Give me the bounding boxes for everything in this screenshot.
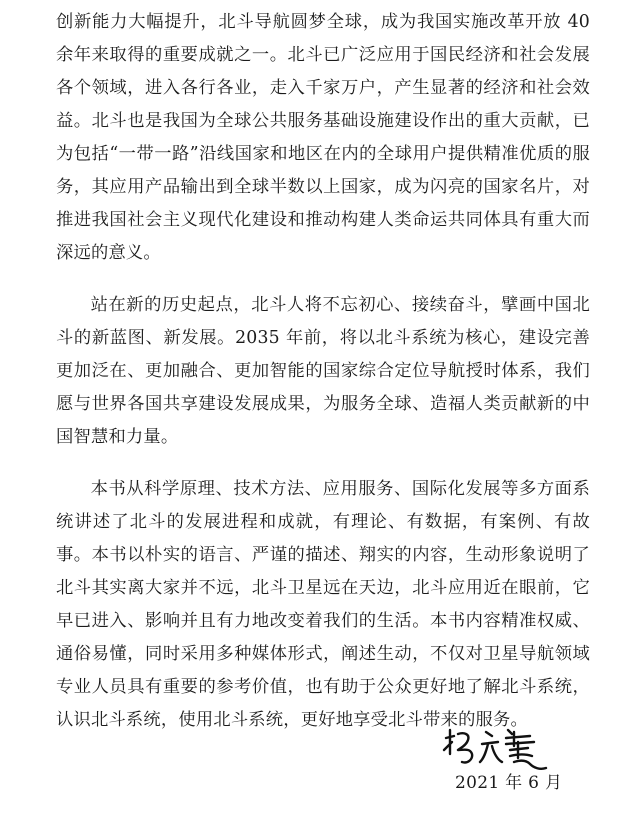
- paragraph-3: 本书从科学原理、技术方法、应用服务、国际化发展等多方面系统讲述了北斗的发展进程和成就，有理论、有数据，有案例、有故事。本书以朴实的语言、严谨的描述、翔实的内容，生动形象说明了北斗其实离大家并不远，北斗卫星远在天边，北斗应用近在眼前，它早已进入、影响并且有力地改变着我们的生活。本书内容精准权威、通俗易懂，同时采用多种媒体形式，阐述生动，不仅对卫星导航领域专业人员具有重要的参考价值，也有助于公众更好地了解北斗系统，认识北斗系统，使用北斗系统，更好地享受北斗带来的服务。: [56, 479, 590, 730]
- signature-icon: [440, 724, 550, 774]
- paragraph-spacer: [56, 454, 590, 473]
- paragraph-spacer: [56, 270, 590, 289]
- document-body: [56, 6, 590, 737]
- paragraph-1: 创新能力大幅提升，北斗导航圆梦全球，成为我国实施改革开放 40 余年来取得的重要成就之一。北斗已广泛应用于国民经济和社会发展各个领域，进入各行各业，走入千家万户，产生显著的经济和社会效益。北斗也是我国为全球公共服务基础设施建设作出的重大贡献，已为包括“一带一路”沿线国家和地区在内的全球用户提供精准优质的服务，其应用产品输出到全球半数以上国家，成为闪亮的国家名片，对推进我国社会主义现代化建设和推动构建人类命运共同体具有重大而深远的意义。: [56, 12, 590, 263]
- document-date: 2021 年 6 月: [455, 773, 563, 793]
- handwritten-signature: [440, 724, 550, 774]
- paragraph-2: 站在新的历史起点，北斗人将不忘初心、接续奋斗，擘画中国北斗的新蓝图、新发展。2035 年前，将以北斗系统为核心，建设完善更加泛在、更加融合、更加智能的国家综合定位导航授时体系，我们愿与世界各国共享建设发展成果，为服务全球、造福人类贡献新的中国智慧和力量。: [56, 295, 590, 447]
